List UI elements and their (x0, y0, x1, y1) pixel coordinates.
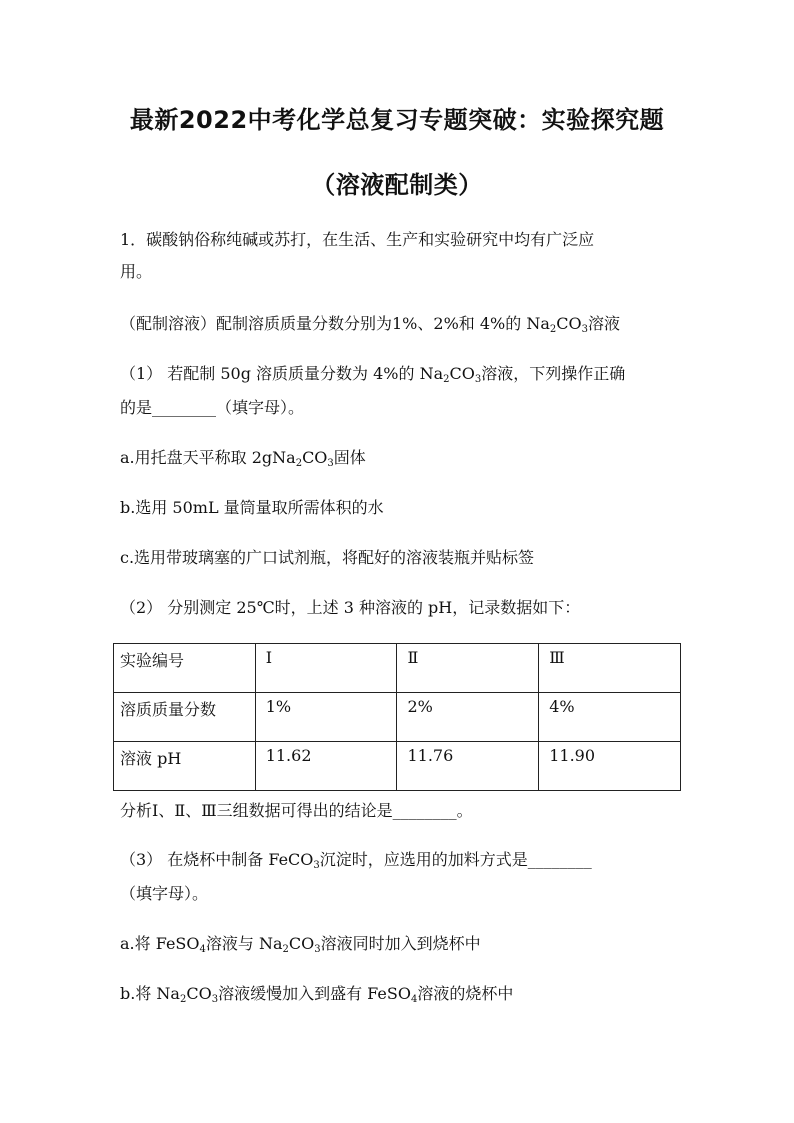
table-cell: Ⅲ (539, 644, 681, 693)
opt3a-text-3: 溶液同时加入到烧杯中 (320, 934, 481, 953)
prep-text-b: 溶液 (587, 314, 620, 333)
s1-text-b: 溶液，下列操作正确 (481, 364, 626, 383)
formula-sub: 3 (211, 994, 219, 1005)
option-b: b.选用 50mL 量筒量取所需体积的水 (120, 498, 384, 517)
formula-sub: 3 (314, 944, 321, 955)
document-title-line1: 最新2022中考化学总复习专题突破：实验探究题 (129, 106, 665, 134)
subquestion-2: （2） 分别测定 25℃时，上述 3 种溶液的 pH，记录数据如下： (120, 598, 581, 617)
subquestion-1-line2: 的是________（填字母）。 (120, 398, 305, 417)
table-cell: 溶质质量分数 (114, 693, 256, 742)
s1-text-a: （1） 若配制 50g 溶质质量分数为 4%的 Na (120, 364, 444, 383)
table-cell: 11.90 (539, 742, 681, 791)
prep-statement (120, 313, 680, 335)
option-a (120, 447, 680, 469)
table-cell: Ⅰ (255, 644, 397, 693)
table-cell: 4% (539, 693, 681, 742)
formula-sub: 4 (199, 944, 206, 955)
formula-sub: 2 (549, 324, 557, 335)
opt3b-text-3: 溶液的烧杯中 (417, 984, 514, 1003)
subquestion-1-line1 (120, 363, 680, 385)
formula-sub: 3 (474, 374, 482, 385)
formula-sub: 3 (581, 324, 588, 335)
formula-sub: 2 (179, 994, 187, 1005)
table-cell: Ⅱ (397, 644, 539, 693)
question-intro-line2: 用。 (120, 262, 153, 281)
option-3b (120, 983, 680, 1005)
subquestion-3-line2: （填字母）。 (120, 884, 209, 903)
analysis-line: 分析Ⅰ、Ⅱ、Ⅲ三组数据可得出的结论是________。 (120, 801, 473, 820)
formula-sub: 2 (443, 374, 450, 385)
option-3a (120, 933, 680, 955)
opt3b-text-1: b.将 Na (120, 984, 180, 1003)
formula-co: CO (556, 314, 582, 333)
formula-sub: 3 (327, 458, 334, 469)
table-cell: 溶液 pH (114, 742, 256, 791)
table-row (114, 742, 681, 791)
ph-data-table (113, 643, 681, 791)
opt-a-pre: a.用托盘天平称取 2gNa (120, 448, 296, 467)
s3-text-a: （3） 在烧杯中制备 FeCO (120, 850, 314, 869)
formula-sub: 2 (282, 944, 289, 955)
table-cell: 11.76 (397, 742, 539, 791)
table-cell: 1% (255, 693, 397, 742)
formula-sub: 3 (313, 860, 320, 871)
opt3a-text-2: 溶液与 Na (205, 934, 283, 953)
formula-co: CO (449, 364, 475, 383)
table-row (114, 644, 681, 693)
table-cell: 实验编号 (114, 644, 256, 693)
prep-text-a: （配制溶液）配制溶质质量分数分别为1%、2%和 4%的 Na (120, 314, 550, 333)
opt-a-post: 固体 (333, 448, 366, 467)
formula-co: CO (302, 448, 328, 467)
formula-co: CO (288, 934, 315, 953)
s3-text-b: 沉淀时，应选用的加料方式是________ (319, 850, 592, 869)
table-row (114, 693, 681, 742)
opt3a-text-1: a.将 FeSO (120, 934, 200, 953)
subquestion-3-line1 (120, 849, 680, 871)
table-cell: 2% (397, 693, 539, 742)
document-title-line2: （溶液配制类） (311, 171, 483, 199)
formula-co: CO (186, 984, 212, 1003)
formula-sub: 2 (295, 458, 303, 469)
formula-sub: 4 (410, 994, 418, 1005)
table-cell: 11.62 (255, 742, 397, 791)
option-c: c.选用带玻璃塞的广口试剂瓶，将配好的溶液装瓶并贴标签 (120, 548, 535, 567)
question-intro-line1: 1．碳酸钠俗称纯碱或苏打，在生活、生产和实验研究中均有广泛应 (120, 230, 595, 249)
opt3b-text-2: 溶液缓慢加入到盛有 FeSO (218, 984, 411, 1003)
